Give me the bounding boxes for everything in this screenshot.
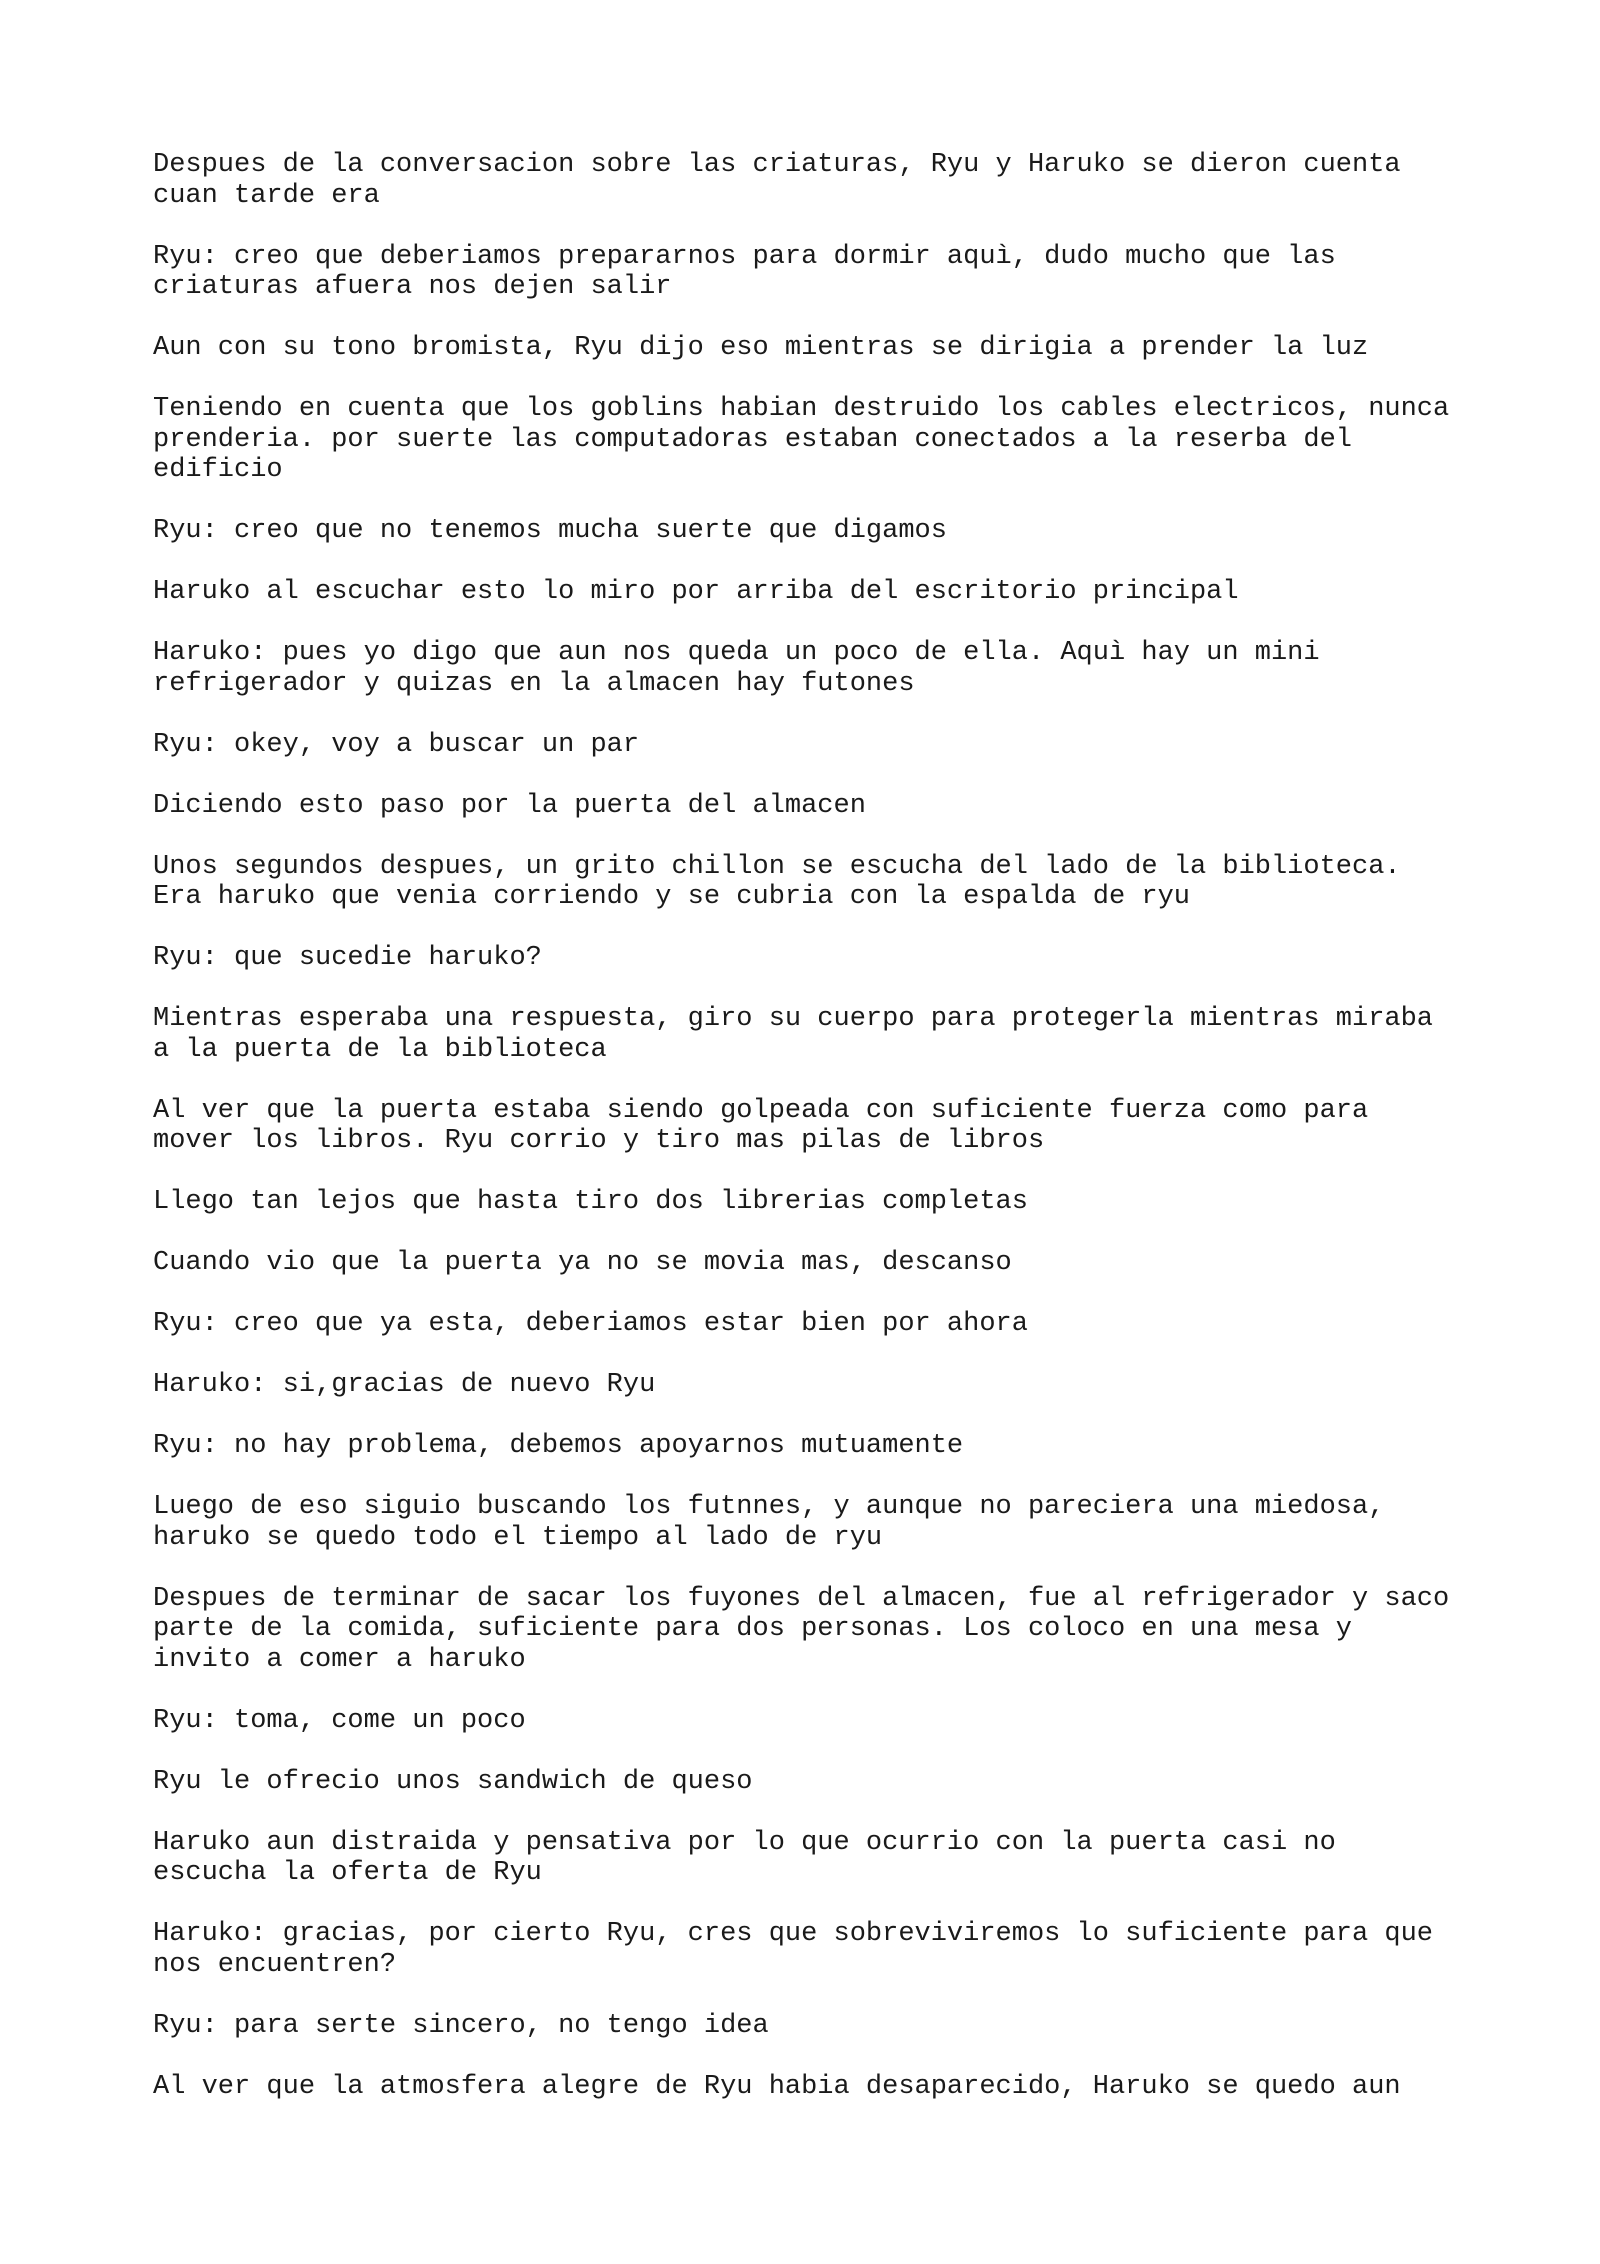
paragraph: Al ver que la atmosfera alegre de Ryu habia desaparecido, Haruko se quedo aun — [153, 2071, 1401, 2102]
paragraph: Ryu: para serte sincero, no tengo idea — [153, 2010, 769, 2041]
paragraph: Llego tan lejos que hasta tiro dos librerias completas — [153, 1187, 1028, 1217]
paragraph: Al ver que la puerta estaba siendo golpeada con suficiente fuerza como para mover los libros. Ryu corrio y tiro mas pilas de libros — [153, 1095, 1369, 1156]
paragraph: Ryu: que sucedie haruko? — [153, 943, 542, 973]
paragraph: Ryu: creo que deberiamos prepararnos para dormir aquì, dudo mucho que las criaturas afuera nos dejen salir — [153, 241, 1336, 302]
paragraph: Cuando vio que la puerta ya no se movia mas, descanso — [153, 1248, 1012, 1278]
paragraph: Luego de eso siguio buscando los futnnes, y aunque no pareciera una miedosa, haruko se quedo todo el tiempo al lado de ryu — [153, 1492, 1385, 1553]
paragraph: Ryu: no hay problema, debemos apoyarnos mutuamente — [153, 1431, 964, 1461]
paragraph: Haruko: si,gracias de nuevo Ryu — [153, 1370, 656, 1400]
paragraph: Diciendo esto paso por la puerta del almacen — [153, 790, 866, 821]
paragraph: Ryu: okey, voy a buscar un par — [153, 729, 640, 760]
paragraph: Aun con su tono bromista, Ryu dijo eso mientras se dirigia a prender la luz — [153, 333, 1369, 363]
paragraph: Unos segundos despues, un grito chillon se escucha del lado de la biblioteca. Era haruko que venia corriendo y se cubria con la espalda de ryu — [153, 851, 1401, 912]
paragraph: Haruko aun distraida y pensativa por lo que ocurrio con la puerta casi no escucha la oferta de Ryu — [153, 1827, 1336, 1888]
paragraph: Haruko al escuchar esto lo miro por arriba del escritorio principal — [153, 577, 1239, 607]
paragraph: Mientras esperaba una respuesta, giro su cuerpo para protegerla mientras miraba a la puerta de la biblioteca — [153, 1004, 1434, 1065]
paragraph: Ryu: toma, come un poco — [153, 1705, 526, 1736]
paragraph: Teniendo en cuenta que los goblins habian destruido los cables electricos, nunca prenderia. por suerte las computadoras estaban conectados a la reserba del edificio — [153, 394, 1450, 485]
paragraph: Despues de la conversacion sobre las criaturas, Ryu y Haruko se dieron cuenta cuan tarde era — [153, 150, 1401, 211]
document-body — [153, 150, 1473, 2133]
paragraph: Despues de terminar de sacar los fuyones del almacen, fue al refrigerador y saco parte de la comida, suficiente para dos personas. Los coloco en una mesa y invito a comer a haruko — [153, 1583, 1450, 1675]
paragraph: Haruko: pues yo digo que aun nos queda un poco de ella. Aquì hay un mini refrigerador y quizas en la almacen hay futones — [153, 638, 1320, 699]
paragraph: Ryu le ofrecio unos sandwich de queso — [153, 1766, 753, 1797]
paragraph: Ryu: creo que no tenemos mucha suerte que digamos — [153, 516, 947, 546]
paragraph: Ryu: creo que ya esta, deberiamos estar bien por ahora — [153, 1309, 1028, 1339]
paragraph: Haruko: gracias, por cierto Ryu, cres que sobreviviremos lo suficiente para que nos encuentren? — [153, 1919, 1434, 1980]
